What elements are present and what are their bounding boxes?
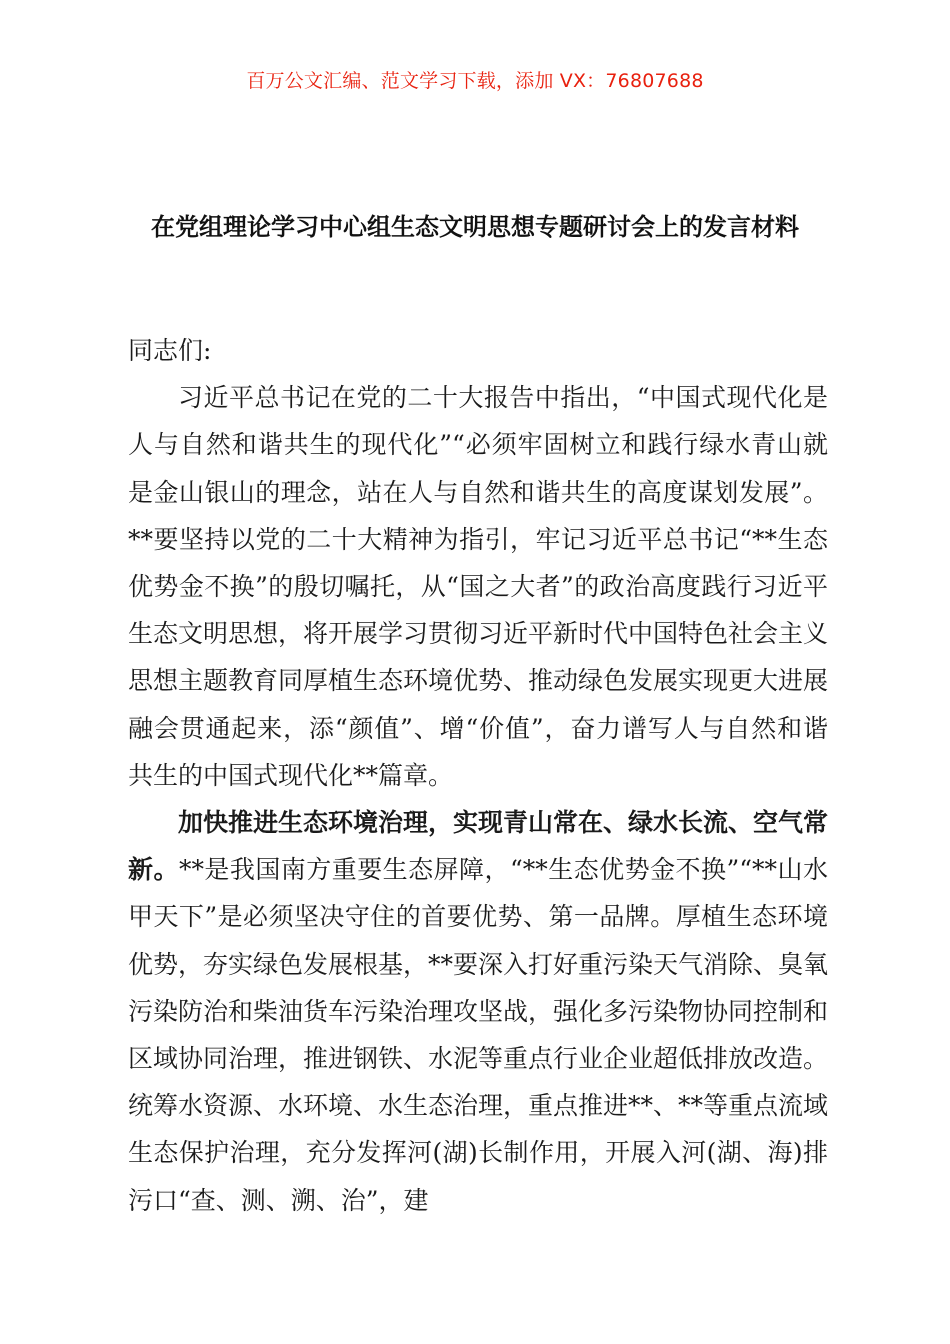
salutation: 同志们: [128, 336, 212, 365]
document-title: 在党组理论学习中心组生态文明思想专题研讨会上的发言材料 [151, 212, 799, 241]
document-body [128, 327, 828, 1224]
paragraph-2 [128, 799, 828, 1224]
paragraph-1-text: 习近平总书记在党的二十大报告中指出，“中国式现代化是人与自然和谐共生的现代化”“必须牢固树立和践行绿水青山就是金山银山的理念，站在人与自然和谐共生的高度谋划发展”。**要坚持以党的二十大精神为指引，牢记习近平总书记“**生态优势金不换”的殷切嘱托，从“国之大者”的政治高度践行习近平生态文明思想，将开展学习贯彻习近平新时代中国特色社会主义思想主题教育同厚植生态环境优势、推动绿色发展实现更大进展融会贯通起来，添“颜值”、增“价值”，奋力谱写人与自然和谐共生的中国式现代化**篇章。 [128, 383, 829, 790]
header-promo-note: 百万公文汇编、范文学习下载，添加 VX：76807688 [246, 70, 704, 92]
paragraph-2-text: **是我国南方重要生态屏障，“**生态优势金不换”“**山水甲天下”是必须坚决守住的首要优势、第一品牌。厚植生态环境优势，夯实绿色发展根基，**要深入打好重污染天气消除、臭氧污染防治和柴油货车污染治理攻坚战，强化多污染物协同控制和区域协同治理，推进钢铁、水泥等重点行业企业超低排放改造。统筹水资源、水环境、水生态治理，重点推进**、**等重点流域生态保护治理，充分发挥河(湖)长制作用，开展入河(湖、海)排污口“查、测、溯、治”，建 [128, 855, 829, 1215]
paragraph-1 [128, 374, 828, 799]
paragraph-2-lead: 加快推进生态环境治理，实现青山常在、绿水长流、空气常新。 [128, 808, 829, 885]
